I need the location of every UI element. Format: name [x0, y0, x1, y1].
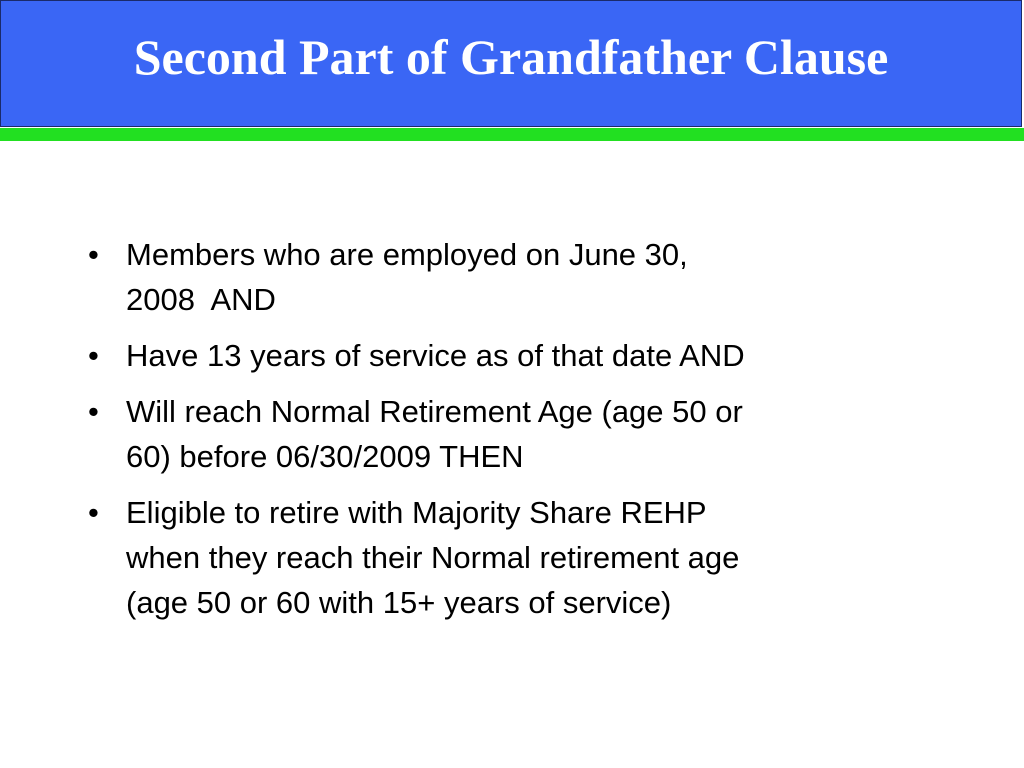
bullet-text-line: when they reach their Normal retirement age: [126, 540, 740, 575]
bullet-item-eligible: [88, 490, 948, 625]
bullet-item-employed: [88, 232, 948, 322]
bullet-icon: •: [88, 495, 99, 530]
bullet-text-line: Eligible to retire with Majority Share REHP: [126, 495, 707, 530]
bullet-icon: •: [88, 237, 99, 272]
bullet-item-service-years: [88, 333, 948, 378]
slide-body: [88, 232, 948, 636]
bullet-text-line: (age 50 or 60 with 15+ years of service): [126, 585, 672, 620]
title-bar: [0, 0, 1022, 127]
bullet-list: [88, 232, 948, 625]
bullet-text-line: 2008 AND: [126, 282, 276, 317]
bullet-text-line: Will reach Normal Retirement Age (age 50 or: [126, 394, 743, 429]
accent-divider: [0, 128, 1024, 141]
bullet-item-retirement-age: [88, 389, 948, 479]
slide-title: Second Part of Grandfather Clause: [133, 28, 889, 85]
bullet-text-line: Members who are employed on June 30,: [126, 237, 688, 272]
bullet-text-line: 60) before 06/30/2009 THEN: [126, 439, 524, 474]
bullet-text-line: Have 13 years of service as of that date AND: [126, 338, 745, 373]
bullet-icon: •: [88, 394, 99, 429]
bullet-icon: •: [88, 338, 99, 373]
